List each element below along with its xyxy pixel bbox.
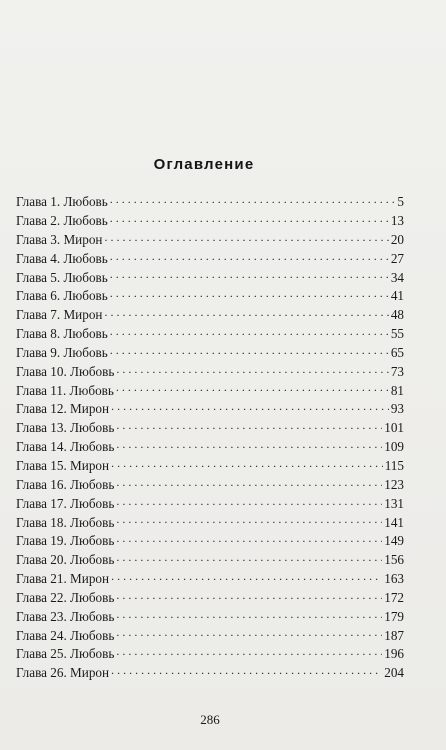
toc-entry-title: Глава 18. Любовь [16, 514, 115, 530]
table-of-contents [16, 193, 404, 683]
toc-entry-title: Глава 10. Любовь [16, 363, 115, 379]
toc-entry [16, 664, 404, 683]
toc-entry-title: Глава 7. Мирон [16, 307, 103, 323]
toc-entry [16, 608, 404, 627]
toc-entry-page: 163 [384, 571, 404, 587]
toc-entry-page: 109 [384, 439, 404, 455]
toc-entry-page: 34 [390, 269, 404, 285]
toc-entry-page: 27 [390, 250, 404, 266]
toc-entry [16, 287, 404, 306]
dot-leader [116, 589, 382, 602]
toc-entry [16, 626, 404, 645]
dot-leader [110, 193, 396, 206]
toc-entry [16, 400, 404, 419]
toc-entry [16, 344, 404, 363]
toc-entry-title: Глава 13. Любовь [16, 420, 115, 436]
toc-entry-title: Глава 21. Мирон [16, 571, 110, 587]
toc-entry-title: Глава 2. Любовь [16, 213, 108, 229]
toc-entry-page: 179 [384, 608, 404, 624]
toc-entry-title: Глава 19. Любовь [16, 533, 115, 549]
toc-entry [16, 551, 404, 570]
toc-entry-title: Глава 11. Любовь [16, 382, 114, 398]
dot-leader [116, 626, 382, 639]
toc-entry-page: 149 [384, 533, 404, 549]
toc-entry [16, 457, 404, 476]
toc-entry-page: 131 [384, 495, 404, 511]
toc-entry-title: Глава 25. Любовь [16, 646, 115, 662]
toc-entry-title: Глава 16. Любовь [16, 476, 115, 492]
toc-entry [16, 570, 404, 589]
toc-entry [16, 193, 404, 212]
toc-entry [16, 231, 404, 250]
toc-entry [16, 325, 404, 344]
dot-leader [111, 664, 382, 677]
toc-entry-page: 5 [397, 194, 404, 210]
dot-leader [111, 570, 382, 583]
toc-entry-page: 81 [390, 382, 404, 398]
dot-leader [104, 306, 388, 319]
toc-entry [16, 645, 404, 664]
dot-leader [110, 287, 389, 300]
toc-entry-title: Глава 14. Любовь [16, 439, 115, 455]
toc-entry [16, 306, 404, 325]
toc-entry [16, 250, 404, 269]
toc-entry-page: 115 [384, 458, 404, 473]
toc-entry [16, 589, 404, 608]
toc-entry-title: Глава 1. Любовь [16, 194, 108, 210]
toc-entry-title: Глава 12. Мирон [16, 401, 110, 417]
toc-entry-page: 187 [384, 627, 404, 643]
toc-entry-title: Глава 15. Мирон [16, 458, 110, 473]
dot-leader [116, 645, 382, 658]
toc-heading: Оглавление [153, 156, 255, 173]
dot-leader [110, 250, 389, 263]
toc-entry [16, 419, 404, 438]
toc-entry-page: 196 [384, 646, 404, 662]
toc-entry [16, 495, 404, 514]
toc-entry-page: 101 [384, 420, 404, 436]
toc-entry-title: Глава 20. Любовь [16, 552, 115, 568]
dot-leader [110, 268, 389, 281]
toc-entry [16, 513, 404, 532]
dot-leader [116, 532, 382, 545]
toc-entry [16, 532, 404, 551]
toc-entry-title: Глава 22. Любовь [16, 589, 115, 605]
toc-entry-page: 55 [390, 326, 404, 342]
toc-entry-page: 172 [384, 589, 404, 605]
toc-entry-page: 123 [384, 476, 404, 492]
toc-entry-title: Глава 3. Мирон [16, 231, 103, 247]
toc-entry-title: Глава 17. Любовь [16, 495, 115, 511]
page-number: 286 [200, 712, 220, 727]
toc-entry-page: 20 [390, 231, 404, 247]
toc-entry-page: 156 [384, 552, 404, 568]
toc-entry [16, 381, 404, 400]
dot-leader [110, 212, 389, 225]
dot-leader [104, 231, 388, 244]
toc-entry [16, 438, 404, 457]
toc-entry-page: 93 [390, 401, 404, 417]
dot-leader [111, 400, 389, 413]
toc-entry-page: 141 [384, 514, 404, 530]
dot-leader [116, 363, 388, 376]
toc-entry-title: Глава 8. Любовь [16, 326, 108, 342]
toc-entry-page: 65 [390, 344, 404, 360]
toc-entry-title: Глава 26. Мирон [16, 665, 110, 681]
toc-entry-title: Глава 24. Любовь [16, 627, 115, 643]
dot-leader [116, 495, 382, 508]
toc-entry-page: 73 [390, 363, 404, 379]
toc-entry-page: 204 [384, 665, 404, 681]
toc-entry-title: Глава 6. Любовь [16, 288, 108, 304]
toc-entry [16, 212, 404, 231]
toc-entry-page: 41 [390, 288, 404, 304]
dot-leader [110, 344, 389, 357]
dot-leader [116, 438, 382, 451]
toc-entry-title: Глава 5. Любовь [16, 269, 108, 285]
dot-leader [116, 551, 382, 564]
toc-entry [16, 476, 404, 495]
toc-entry-page: 13 [390, 213, 404, 229]
dot-leader [110, 325, 389, 338]
toc-entry-title: Глава 9. Любовь [16, 344, 108, 360]
dot-leader [116, 476, 382, 489]
dot-leader [116, 608, 382, 621]
toc-entry [16, 363, 404, 382]
toc-entry-page: 48 [390, 307, 404, 323]
toc-entry [16, 268, 404, 287]
dot-leader [116, 513, 382, 526]
toc-entry-title: Глава 4. Любовь [16, 250, 108, 266]
toc-entry-title: Глава 23. Любовь [16, 608, 115, 624]
dot-leader [116, 381, 389, 394]
dot-leader [111, 457, 383, 470]
dot-leader [116, 419, 382, 432]
